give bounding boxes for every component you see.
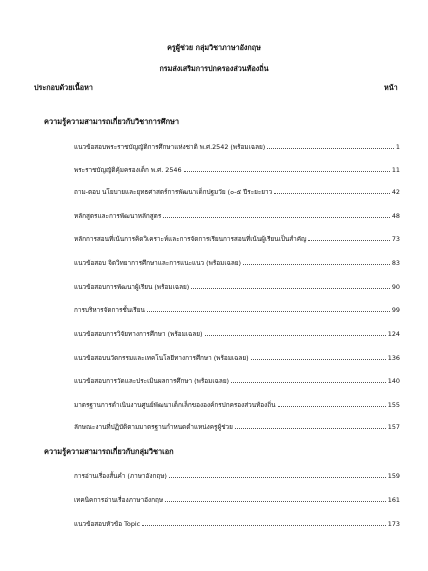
toc-entry[interactable] bbox=[74, 210, 400, 220]
toc-entry-page: 99 bbox=[391, 306, 400, 314]
toc-entry[interactable] bbox=[74, 494, 400, 504]
toc-entry[interactable] bbox=[74, 304, 400, 314]
dot-leader bbox=[274, 193, 390, 194]
toc-entry[interactable] bbox=[74, 141, 400, 151]
toc-entry-page: 155 bbox=[387, 401, 400, 409]
toc-entry-page: 140 bbox=[387, 377, 400, 385]
toc-entry-text: พระราชบัญญัติคุ้มครองเด็ก พ.ศ. 2546 bbox=[74, 166, 182, 174]
toc-entry-text: แนวข้อสอบการวัดและประเมินผลการศึกษา (พร้อมเฉลย) bbox=[74, 377, 230, 385]
toc-entry-text: แนวข้อสอบพระราชบัญญัติการศึกษาแห่งชาติ พ.ศ.2542 (พร้อมเฉลย) bbox=[74, 143, 266, 151]
dot-leader bbox=[231, 382, 386, 383]
toc-entry[interactable] bbox=[74, 399, 400, 409]
toc-entry-text: หลักสูตรและการพัฒนาหลักสูตร bbox=[74, 212, 162, 220]
dot-leader bbox=[243, 264, 390, 265]
toc-entry[interactable] bbox=[74, 281, 400, 291]
toc-entry-text: การอ่านเรื่องสั้นคำ (ภาษาอังกฤษ) bbox=[74, 472, 167, 480]
toc-entry-text: แนวข้อสอบนวัตกรรมและเทคโนโลยีทางการศึกษา (พร้อมเฉลย) bbox=[74, 354, 249, 362]
toc-entry-page: 11 bbox=[391, 166, 400, 174]
toc-entry[interactable] bbox=[74, 186, 400, 196]
page-column-label: หน้า bbox=[384, 83, 398, 92]
toc-entry[interactable] bbox=[74, 470, 400, 480]
dot-leader bbox=[169, 477, 386, 478]
dot-leader bbox=[163, 217, 390, 218]
toc-entry[interactable] bbox=[74, 421, 400, 431]
dot-leader bbox=[147, 311, 390, 312]
toc-entry-page: 48 bbox=[391, 212, 400, 220]
dot-leader bbox=[191, 288, 390, 289]
dot-leader bbox=[205, 335, 386, 336]
document-subtitle: กรมส่งเสริมการปกครองส่วนท้องถิ่น bbox=[159, 64, 269, 73]
toc-entry-text: เทคนิคการอ่านเรื่องภาษาอังกฤษ bbox=[74, 496, 164, 504]
toc-entry-text: มาตรฐานการดำเนินงานศูนย์พัฒนาเด็กเล็กขององค์กรปกครองส่วนท้องถิ่น bbox=[74, 401, 276, 409]
contents-label: ประกอบด้วยเนื้อหา bbox=[34, 83, 93, 92]
toc-entry-page: 124 bbox=[387, 330, 400, 338]
toc-entry-page: 173 bbox=[387, 520, 400, 528]
toc-entry[interactable] bbox=[74, 518, 400, 528]
toc-entry-text: แนวข้อสอบการพัฒนาผู้เรียน (พร้อมเฉลย) bbox=[74, 283, 190, 291]
toc-entry-page: 136 bbox=[387, 354, 400, 362]
toc-entry-text: แนวข้อสอบ จิตวิทยาการศึกษาและการแนะแนว (พร้อมเฉลย) bbox=[74, 259, 242, 267]
toc-entry-text: แนวข้อสอบหัวข้อ Topic bbox=[74, 520, 141, 528]
dot-leader bbox=[251, 359, 386, 360]
section-title-education: ความรู้ความสามารถเกี่ยวกับวิชาการศึกษา bbox=[44, 117, 180, 126]
toc-entry-page: 157 bbox=[387, 423, 400, 431]
dot-leader bbox=[165, 501, 386, 502]
toc-entry[interactable] bbox=[74, 233, 400, 243]
toc-entry-page: 90 bbox=[391, 283, 400, 291]
dot-leader bbox=[184, 171, 390, 172]
toc-entry-text: หลักการสอนที่เน้นการคิดวิเคราะห์และการจัดการเรียนการสอนที่เน้นผู้เรียนเป็นสำคัญ bbox=[74, 235, 307, 243]
dot-leader bbox=[308, 240, 389, 241]
toc-entry[interactable] bbox=[74, 164, 400, 174]
toc-entry[interactable] bbox=[74, 375, 400, 385]
toc-entry-page: 83 bbox=[391, 259, 400, 267]
toc-entry-page: 1 bbox=[395, 143, 400, 151]
dot-leader bbox=[278, 406, 386, 407]
toc-entry-page: 73 bbox=[391, 235, 400, 243]
toc-entry[interactable] bbox=[74, 257, 400, 267]
dot-leader bbox=[235, 428, 386, 429]
toc-entry-text: ลักษณะงานที่ปฏิบัติตามมาตรฐานกำหนดตำแหน่งครูผู้ช่วย bbox=[74, 423, 233, 431]
dot-leader bbox=[142, 525, 386, 526]
toc-entry-text: แนวข้อสอบการวิจัยทางการศึกษา (พร้อมเฉลย) bbox=[74, 330, 203, 338]
toc-entry-text: การบริหารจัดการชั้นเรียน bbox=[74, 306, 145, 314]
toc-entry[interactable] bbox=[74, 352, 400, 362]
toc-entry-page: 161 bbox=[387, 496, 400, 504]
toc-entry-page: 42 bbox=[391, 188, 400, 196]
dot-leader bbox=[267, 148, 394, 149]
document-title: ครูผู้ช่วย กลุ่มวิชาภาษาอังกฤษ bbox=[167, 43, 261, 52]
toc-entry-page: 159 bbox=[387, 472, 400, 480]
toc-entry[interactable] bbox=[74, 328, 400, 338]
section-title-major: ความรู้ความสามารถเกี่ยวกับกลุ่มวิชาเอก bbox=[44, 447, 174, 456]
toc-entry-text: ถาม-ตอบ นโยบายและยุทธศาสตร์การพัฒนาเด็กปฐมวัย (๐-๕ ปีระยะยาว bbox=[74, 188, 273, 196]
